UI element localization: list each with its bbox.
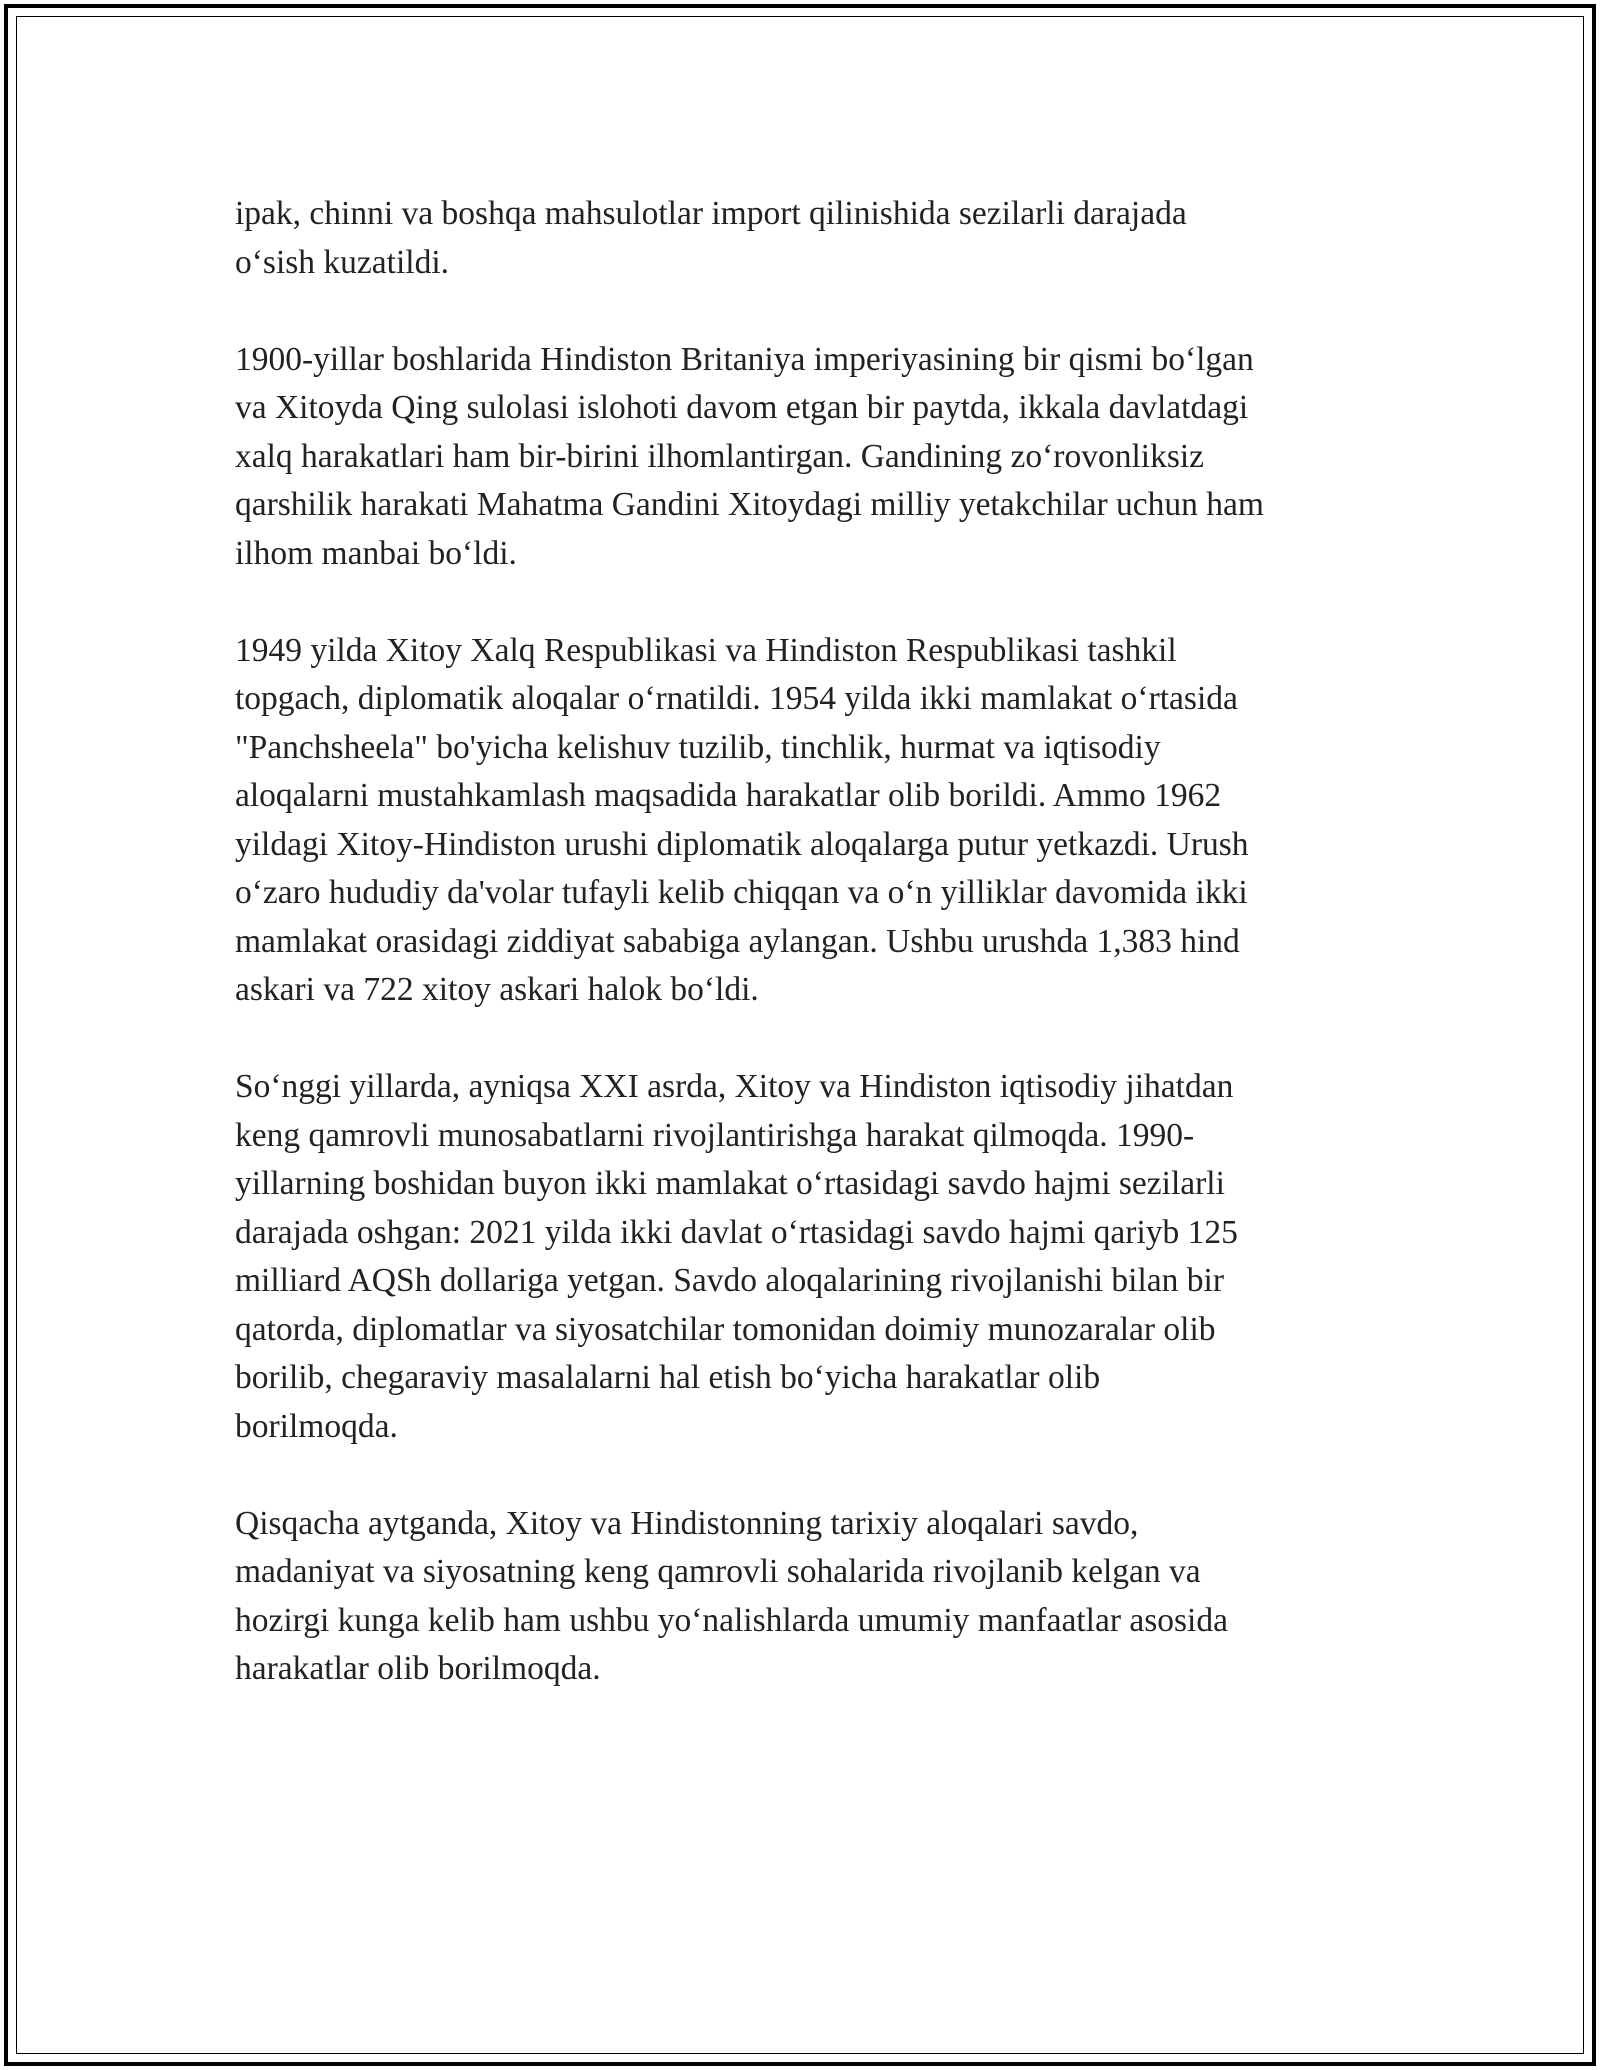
paragraph-4: So‘nggi yillarda, ayniqsa XXI asrda, Xitoy va Hindiston iqtisodiy jihatdan keng qamrovli munosabatlarni rivojlantirishga harakat qilmoqda. 1990- yillarning boshidan buyon ikki mamlakat o‘rtasidagi savdo hajmi sezilarli darajada oshgan: 2021 yilda ikki davlat o‘rtasidagi savdo hajmi qariyb 125 milliard AQSh dollariga yetgan. Savdo aloqalarining rivojlanishi bilan bir qatorda, diplomatlar va siyosatchilar tomonidan doimiy munozaralar olib borilib, chegaraviy masalalarni hal etish bo‘yicha harakatlar olib borilmoqda. — [235, 1068, 1238, 1445]
paragraph-5: Qisqacha aytganda, Xitoy va Hindistonning tarixiy aloqalari savdo, madaniyat va siyosatning keng qamrovli sohalarida rivojlanib kelgan va hozirgi kunga kelib ham ushbu yo‘nalishlarda umumiy manfaatlar asosida harakatlar olib borilmoqda. — [235, 1504, 1228, 1687]
document-body — [235, 190, 1365, 1742]
paragraph-1: ipak, chinni va boshqa mahsulotlar import qilinishida sezilarli darajada o‘sish kuzatildi. — [235, 195, 1187, 281]
paragraph-3: 1949 yilda Xitoy Xalq Respublikasi va Hindiston Respublikasi tashkil topgach, diplomatik aloqalar o‘rnatildi. 1954 yilda ikki mamlakat o‘rtasida "Panchsheela" bo'yicha kelishuv tuzilib, tinchlik, hurmat va iqtisodiy aloqalarni mustahkamlash maqsadida harakatlar olib borildi. Ammo 1962 yildagi Xitoy-Hindiston urushi diplomatik aloqalarga putur yetkazdi. Urush o‘zaro hududiy da'volar tufayli kelib chiqqan va o‘n yilliklar davomida ikki mamlakat orasidagi ziddiyat sababiga aylangan. Ushbu urushda 1,383 hind askari va 722 xitoy askari halok bo‘ldi. — [235, 631, 1249, 1008]
paragraph-2: 1900-yillar boshlarida Hindiston Britaniya imperiyasining bir qismi bo‘lgan va Xitoyda Qing sulolasi islohoti davom etgan bir paytda, ikkala davlatdagi xalq harakatlari ham bir-birini ilhomlantirgan. Gandining zo‘rovonliksiz qarshilik harakati Mahatma Gandini Xitoydagi milliy yetakchilar uchun ham ilhom manbai bo‘ldi. — [235, 340, 1264, 572]
